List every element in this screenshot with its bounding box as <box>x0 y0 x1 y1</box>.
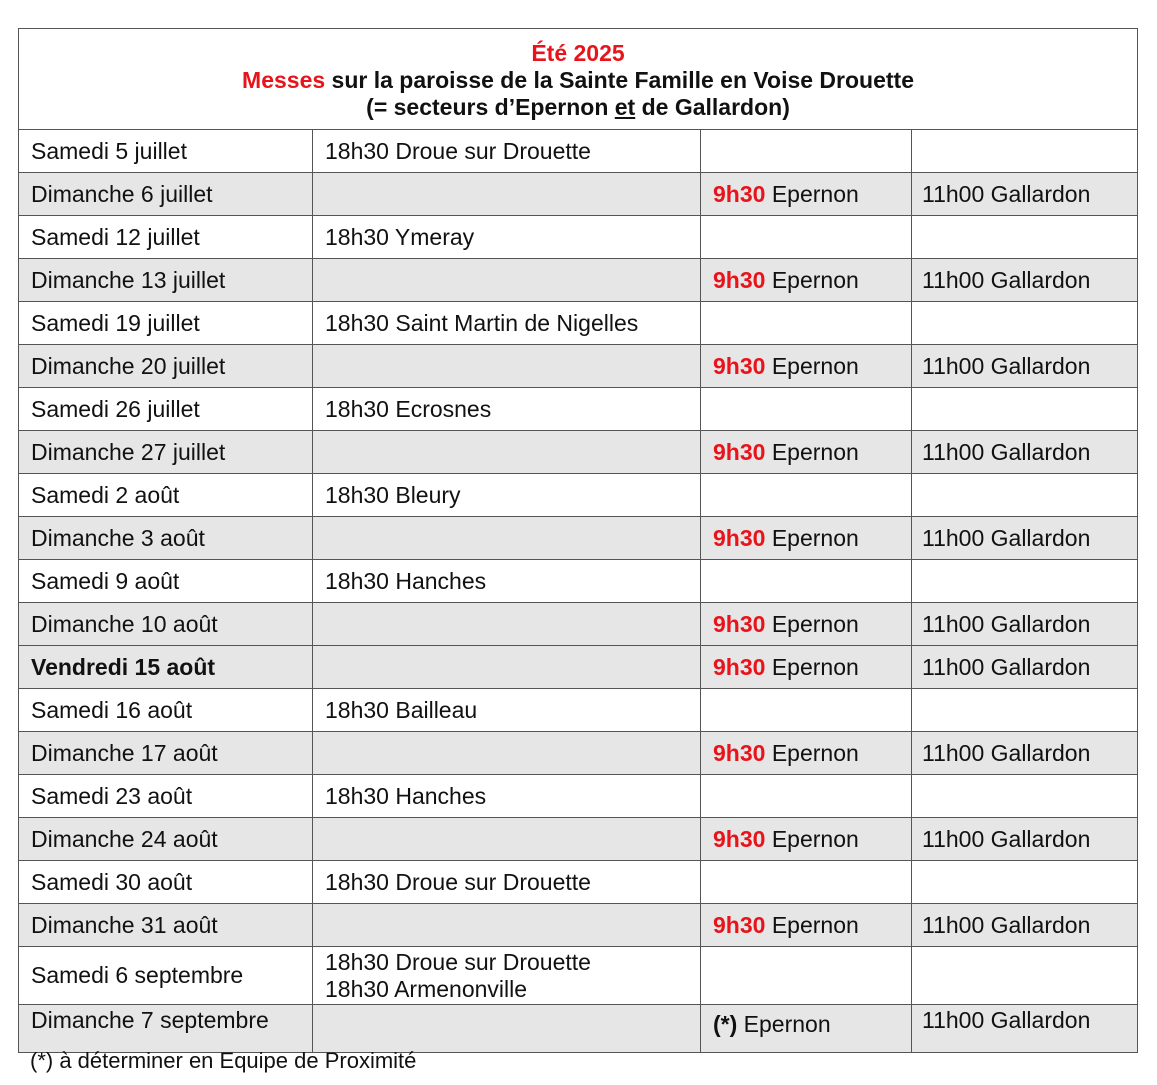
morning-mass-cell <box>701 861 912 904</box>
late-mass-cell <box>912 302 1138 345</box>
date-cell: Samedi 5 juillet <box>19 130 313 173</box>
morning-mass-cell <box>701 775 912 818</box>
late-mass-cell: 11h00 Gallardon <box>912 1005 1138 1053</box>
saturday-mass-cell: 18h30 Droue sur Drouette <box>313 861 701 904</box>
morning-mass-cell <box>701 302 912 345</box>
table-row <box>19 431 1138 474</box>
mass-place: Epernon <box>765 438 859 465</box>
date-cell: Samedi 9 août <box>19 560 313 603</box>
morning-mass-cell <box>701 646 912 689</box>
date-cell: Samedi 23 août <box>19 775 313 818</box>
late-mass-cell: 11h00 Gallardon <box>912 818 1138 861</box>
table-row <box>19 646 1138 689</box>
morning-mass-cell <box>701 388 912 431</box>
date-cell: Samedi 26 juillet <box>19 388 313 431</box>
date-cell: Dimanche 17 août <box>19 732 313 775</box>
date-cell: Samedi 2 août <box>19 474 313 517</box>
table-row <box>19 1005 1138 1053</box>
table-row <box>19 259 1138 302</box>
mass-hour: 9h30 <box>713 180 766 207</box>
late-mass-cell: 11h00 Gallardon <box>912 173 1138 216</box>
late-mass-cell <box>912 861 1138 904</box>
saturday-mass-cell <box>313 173 701 216</box>
subtitle-underlined: et <box>614 93 636 120</box>
saturday-mass-cell: 18h30 Bleury <box>313 474 701 517</box>
saturday-mass-cell: 18h30 Ecrosnes <box>313 388 701 431</box>
morning-mass-cell <box>701 216 912 259</box>
morning-mass-cell <box>701 517 912 560</box>
saturday-mass-cell: 18h30 Hanches <box>313 560 701 603</box>
table-row <box>19 130 1138 173</box>
saturday-mass-cell: 18h30 Hanches <box>313 775 701 818</box>
table-row <box>19 302 1138 345</box>
saturday-mass-cell: 18h30 Droue sur Drouette <box>313 130 701 173</box>
date-cell: Vendredi 15 août <box>19 646 313 689</box>
mass-hour: 9h30 <box>713 653 766 680</box>
saturday-mass-line: 18h30 Armenonville <box>325 975 528 1002</box>
mass-place: Epernon <box>765 653 859 680</box>
saturday-mass-cell <box>313 904 701 947</box>
footnote: (*) à déterminer en Equipe de Proximité <box>30 1048 417 1073</box>
table-row <box>19 388 1138 431</box>
date-cell: Samedi 6 septembre <box>19 947 313 1005</box>
saturday-mass-cell <box>313 431 701 474</box>
late-mass-cell: 11h00 Gallardon <box>912 259 1138 302</box>
date-cell: Dimanche 24 août <box>19 818 313 861</box>
mass-hour: 9h30 <box>713 266 766 293</box>
morning-mass-cell <box>701 431 912 474</box>
mass-place: Epernon <box>765 352 859 379</box>
saturday-mass-cell <box>313 732 701 775</box>
table-row <box>19 904 1138 947</box>
table-row <box>19 474 1138 517</box>
morning-mass-cell <box>701 345 912 388</box>
mass-place: Epernon <box>765 524 859 551</box>
mass-place: Epernon <box>765 610 859 637</box>
to-be-determined-mark: (*) <box>713 1011 738 1037</box>
late-mass-cell <box>912 947 1138 1005</box>
saturday-mass-cell <box>313 345 701 388</box>
date-cell: Samedi 12 juillet <box>19 216 313 259</box>
table-row <box>19 818 1138 861</box>
morning-mass-cell <box>701 818 912 861</box>
date-cell: Dimanche 10 août <box>19 603 313 646</box>
mass-hour: 9h30 <box>713 438 766 465</box>
late-mass-cell <box>912 130 1138 173</box>
saturday-mass-line: 18h30 Droue sur Drouette <box>325 948 591 975</box>
mass-place: Epernon <box>765 825 859 852</box>
morning-mass-cell <box>701 603 912 646</box>
mass-schedule-table <box>18 28 1138 1053</box>
late-mass-cell: 11h00 Gallardon <box>912 732 1138 775</box>
main-title <box>19 67 1137 94</box>
late-mass-cell: 11h00 Gallardon <box>912 517 1138 560</box>
late-mass-cell: 11h00 Gallardon <box>912 603 1138 646</box>
morning-mass-cell <box>701 474 912 517</box>
date-cell: Dimanche 6 juillet <box>19 173 313 216</box>
morning-mass-cell <box>701 689 912 732</box>
table-row <box>19 861 1138 904</box>
subtitle-pre: (= secteurs d’Epernon <box>366 93 615 120</box>
table-row <box>19 173 1138 216</box>
table-row <box>19 689 1138 732</box>
date-cell: Dimanche 13 juillet <box>19 259 313 302</box>
title-rest: sur la paroisse de la Sainte Famille en Voise Drouette <box>325 66 914 93</box>
table-row <box>19 560 1138 603</box>
saturday-mass-cell <box>313 947 701 1005</box>
table-row <box>19 517 1138 560</box>
late-mass-cell <box>912 689 1138 732</box>
table-header <box>19 29 1138 130</box>
date-cell: Dimanche 7 septembre <box>19 1005 313 1053</box>
date-cell: Dimanche 31 août <box>19 904 313 947</box>
saturday-mass-cell <box>313 603 701 646</box>
late-mass-cell: 11h00 Gallardon <box>912 646 1138 689</box>
subtitle-post: de Gallardon) <box>635 93 790 120</box>
table-row <box>19 603 1138 646</box>
date-cell: Samedi 16 août <box>19 689 313 732</box>
mass-place: Epernon <box>765 739 859 766</box>
mass-hour: 9h30 <box>713 352 766 379</box>
table-row <box>19 775 1138 818</box>
late-mass-cell <box>912 388 1138 431</box>
mass-hour: 9h30 <box>713 911 766 938</box>
morning-mass-cell <box>701 904 912 947</box>
mass-hour: 9h30 <box>713 524 766 551</box>
table-header-row <box>19 29 1138 130</box>
table-row <box>19 947 1138 1005</box>
morning-mass-cell <box>701 560 912 603</box>
date-cell: Samedi 30 août <box>19 861 313 904</box>
date-cell: Dimanche 3 août <box>19 517 313 560</box>
late-mass-cell <box>912 560 1138 603</box>
late-mass-cell <box>912 216 1138 259</box>
mass-hour: 9h30 <box>713 739 766 766</box>
saturday-mass-cell <box>313 1005 701 1053</box>
mass-hour: 9h30 <box>713 610 766 637</box>
morning-mass-cell <box>701 947 912 1005</box>
date-cell: Dimanche 27 juillet <box>19 431 313 474</box>
saturday-mass-cell <box>313 818 701 861</box>
season-title: Été 2025 <box>531 39 625 66</box>
late-mass-cell <box>912 775 1138 818</box>
morning-mass-cell <box>701 259 912 302</box>
late-mass-cell: 11h00 Gallardon <box>912 904 1138 947</box>
saturday-mass-cell <box>313 517 701 560</box>
saturday-mass-cell <box>313 259 701 302</box>
mass-place: Epernon <box>765 180 859 207</box>
table-row <box>19 345 1138 388</box>
title-messes: Messes <box>242 66 326 93</box>
subtitle <box>19 94 1137 121</box>
late-mass-cell: 11h00 Gallardon <box>912 345 1138 388</box>
morning-mass-cell <box>701 1005 912 1053</box>
mass-hour: 9h30 <box>713 825 766 852</box>
saturday-mass-cell: 18h30 Saint Martin de Nigelles <box>313 302 701 345</box>
morning-mass-cell <box>701 732 912 775</box>
date-cell: Samedi 19 juillet <box>19 302 313 345</box>
table-row <box>19 216 1138 259</box>
saturday-mass-cell: 18h30 Ymeray <box>313 216 701 259</box>
saturday-mass-cell: 18h30 Bailleau <box>313 689 701 732</box>
mass-place: Epernon <box>765 911 859 938</box>
late-mass-cell <box>912 474 1138 517</box>
mass-place: Epernon <box>765 266 859 293</box>
morning-mass-cell <box>701 173 912 216</box>
morning-mass-cell <box>701 130 912 173</box>
mass-place: Epernon <box>737 1011 831 1037</box>
date-cell: Dimanche 20 juillet <box>19 345 313 388</box>
table-row <box>19 732 1138 775</box>
late-mass-cell: 11h00 Gallardon <box>912 431 1138 474</box>
saturday-mass-cell <box>313 646 701 689</box>
